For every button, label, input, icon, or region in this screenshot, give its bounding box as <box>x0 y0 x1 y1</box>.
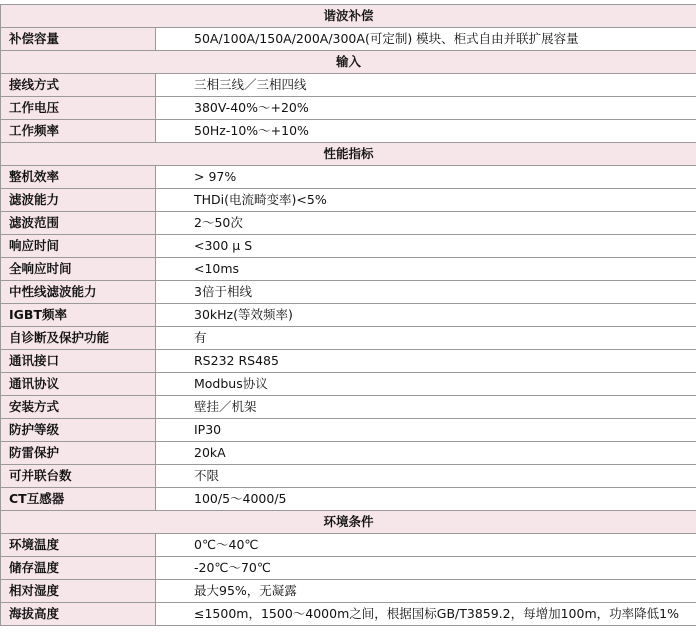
table-row <box>1 557 696 580</box>
row-value: 三相三线／三相四线 <box>156 74 696 97</box>
row-label: 中性线滤波能力 <box>1 281 156 304</box>
row-label: 整机效率 <box>1 166 156 189</box>
row-value: <10ms <box>156 258 696 281</box>
row-label: 补偿容量 <box>1 28 156 51</box>
row-value: 3倍于相线 <box>156 281 696 304</box>
row-value: <300 μ S <box>156 235 696 258</box>
row-value: 30kHz(等效频率) <box>156 304 696 327</box>
row-label: 自诊断及保护功能 <box>1 327 156 350</box>
row-value: 0℃～40℃ <box>156 534 696 557</box>
section-title: 环境条件 <box>1 511 696 534</box>
table-row <box>1 212 696 235</box>
table-row <box>1 189 696 212</box>
row-label: 海拔高度 <box>1 603 156 626</box>
row-label: 滤波范围 <box>1 212 156 235</box>
table-row <box>1 166 696 189</box>
table-row <box>1 120 696 143</box>
table-row <box>1 327 696 350</box>
row-value: 不限 <box>156 465 696 488</box>
row-label: CT互感器 <box>1 488 156 511</box>
table-row <box>1 304 696 327</box>
table-row <box>1 580 696 603</box>
table-row <box>1 419 696 442</box>
row-label: 可并联台数 <box>1 465 156 488</box>
row-label: 安装方式 <box>1 396 156 419</box>
section-header-input <box>1 51 696 74</box>
table-row <box>1 396 696 419</box>
row-label: 储存温度 <box>1 557 156 580</box>
table-row <box>1 28 696 51</box>
row-label: 防护等级 <box>1 419 156 442</box>
row-label: 工作电压 <box>1 97 156 120</box>
row-value: 有 <box>156 327 696 350</box>
section-title: 输入 <box>1 51 696 74</box>
row-value: Modbus协议 <box>156 373 696 396</box>
section-title: 性能指标 <box>1 143 696 166</box>
table-row <box>1 258 696 281</box>
row-value: 380V-40%～+20% <box>156 97 696 120</box>
table-row <box>1 603 696 626</box>
row-value: 50A/100A/150A/200A/300A(可定制) 模块、柜式自由并联扩展容量 <box>156 28 696 51</box>
table-row <box>1 465 696 488</box>
table-row <box>1 350 696 373</box>
table-row <box>1 235 696 258</box>
table-row <box>1 97 696 120</box>
section-header-harmonic <box>1 5 696 28</box>
row-label: IGBT频率 <box>1 304 156 327</box>
section-header-performance <box>1 143 696 166</box>
table-row <box>1 488 696 511</box>
table-row <box>1 442 696 465</box>
table-row <box>1 281 696 304</box>
section-header-environment <box>1 511 696 534</box>
row-label: 全响应时间 <box>1 258 156 281</box>
row-value: 50Hz-10%～+10% <box>156 120 696 143</box>
section-title: 谐波补偿 <box>1 5 696 28</box>
row-label: 接线方式 <box>1 74 156 97</box>
row-label: 滤波能力 <box>1 189 156 212</box>
table-row <box>1 534 696 557</box>
row-value: 20kA <box>156 442 696 465</box>
row-value: THDi(电流畸变率)<5% <box>156 189 696 212</box>
row-value: 最大95%，无凝露 <box>156 580 696 603</box>
spec-table <box>0 4 696 626</box>
row-value: IP30 <box>156 419 696 442</box>
row-value: 壁挂／机架 <box>156 396 696 419</box>
row-label: 通讯协议 <box>1 373 156 396</box>
row-label: 防雷保护 <box>1 442 156 465</box>
row-label: 相对湿度 <box>1 580 156 603</box>
row-label: 工作频率 <box>1 120 156 143</box>
row-value: 2～50次 <box>156 212 696 235</box>
table-row <box>1 373 696 396</box>
table-row <box>1 74 696 97</box>
row-value: ≤1500m，1500～4000m之间，根据国标GB/T3859.2，每增加100m，功率降低1% <box>156 603 696 626</box>
row-label: 通讯接口 <box>1 350 156 373</box>
row-label: 环境温度 <box>1 534 156 557</box>
row-value: -20℃～70℃ <box>156 557 696 580</box>
row-value: > 97% <box>156 166 696 189</box>
row-value: RS232 RS485 <box>156 350 696 373</box>
row-value: 100/5～4000/5 <box>156 488 696 511</box>
row-label: 响应时间 <box>1 235 156 258</box>
